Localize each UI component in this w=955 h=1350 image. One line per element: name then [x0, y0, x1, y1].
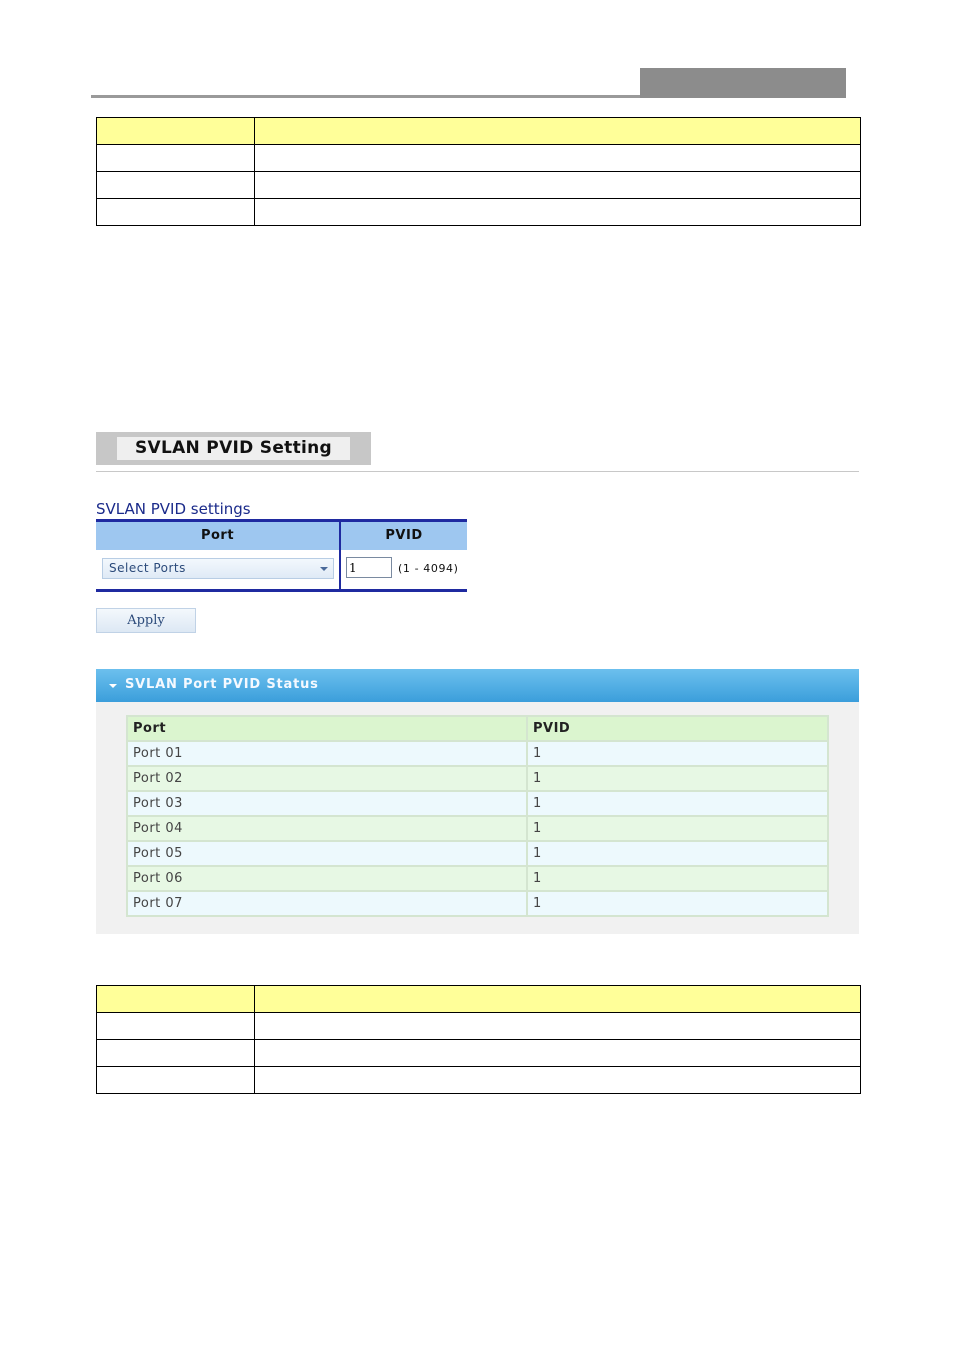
pvid-range-hint: (1 - 4094) — [398, 562, 459, 575]
table-row — [127, 791, 828, 816]
port-cell: Port 05 — [127, 841, 527, 866]
status-table-header — [127, 716, 828, 741]
select-ports-value: Select Ports — [109, 561, 186, 575]
pvid-cell: 1 — [527, 741, 828, 766]
port-header: Port — [127, 716, 527, 741]
settings-table-header — [96, 522, 467, 550]
status-panel-header[interactable] — [96, 669, 859, 702]
port-column-header: Port — [200, 528, 235, 543]
pvid-input[interactable] — [346, 557, 392, 578]
header-rule — [91, 95, 640, 98]
table-row — [127, 891, 828, 916]
status-panel — [96, 669, 859, 934]
status-panel-title: SVLAN Port PVID Status — [125, 677, 319, 692]
pvid-cell: 1 — [527, 791, 828, 816]
pvid-cell: 1 — [527, 891, 828, 916]
doc-table-row — [97, 172, 861, 199]
settings-section-title: SVLAN PVID settings — [96, 500, 251, 518]
port-cell: Port 01 — [127, 741, 527, 766]
table-row — [127, 841, 828, 866]
table-row — [127, 741, 828, 766]
doc-table-header-row — [97, 986, 861, 1013]
column-divider — [339, 522, 341, 589]
doc-table-top — [96, 117, 861, 226]
table-row — [127, 866, 828, 891]
chevron-down-icon — [320, 567, 328, 571]
page-title: SVLAN PVID Setting — [117, 437, 350, 460]
pvid-column-header: PVID — [385, 528, 423, 543]
pvid-cell: 1 — [527, 766, 828, 791]
doc-table-row — [97, 1013, 861, 1040]
collapse-arrow-icon[interactable] — [109, 684, 117, 688]
apply-button[interactable]: Apply — [96, 608, 196, 633]
table-row — [127, 766, 828, 791]
port-cell: Port 06 — [127, 866, 527, 891]
doc-table-row — [97, 1040, 861, 1067]
settings-table — [96, 519, 467, 592]
status-table — [126, 715, 829, 917]
settings-table-body — [96, 550, 467, 589]
header-block — [640, 68, 846, 98]
table-row — [127, 816, 828, 841]
pvid-cell: 1 — [527, 816, 828, 841]
port-cell: Port 07 — [127, 891, 527, 916]
select-ports-dropdown[interactable] — [102, 558, 334, 579]
doc-table-row — [97, 145, 861, 172]
pvid-header: PVID — [527, 716, 828, 741]
doc-table-bottom — [96, 985, 861, 1094]
port-cell: Port 02 — [127, 766, 527, 791]
title-divider — [96, 471, 859, 472]
port-cell: Port 03 — [127, 791, 527, 816]
pvid-cell: 1 — [527, 841, 828, 866]
doc-table-row — [97, 199, 861, 226]
doc-table-row — [97, 1067, 861, 1094]
port-cell: Port 04 — [127, 816, 527, 841]
page-title-bar — [96, 432, 371, 465]
pvid-cell: 1 — [527, 866, 828, 891]
doc-table-header-row — [97, 118, 861, 145]
